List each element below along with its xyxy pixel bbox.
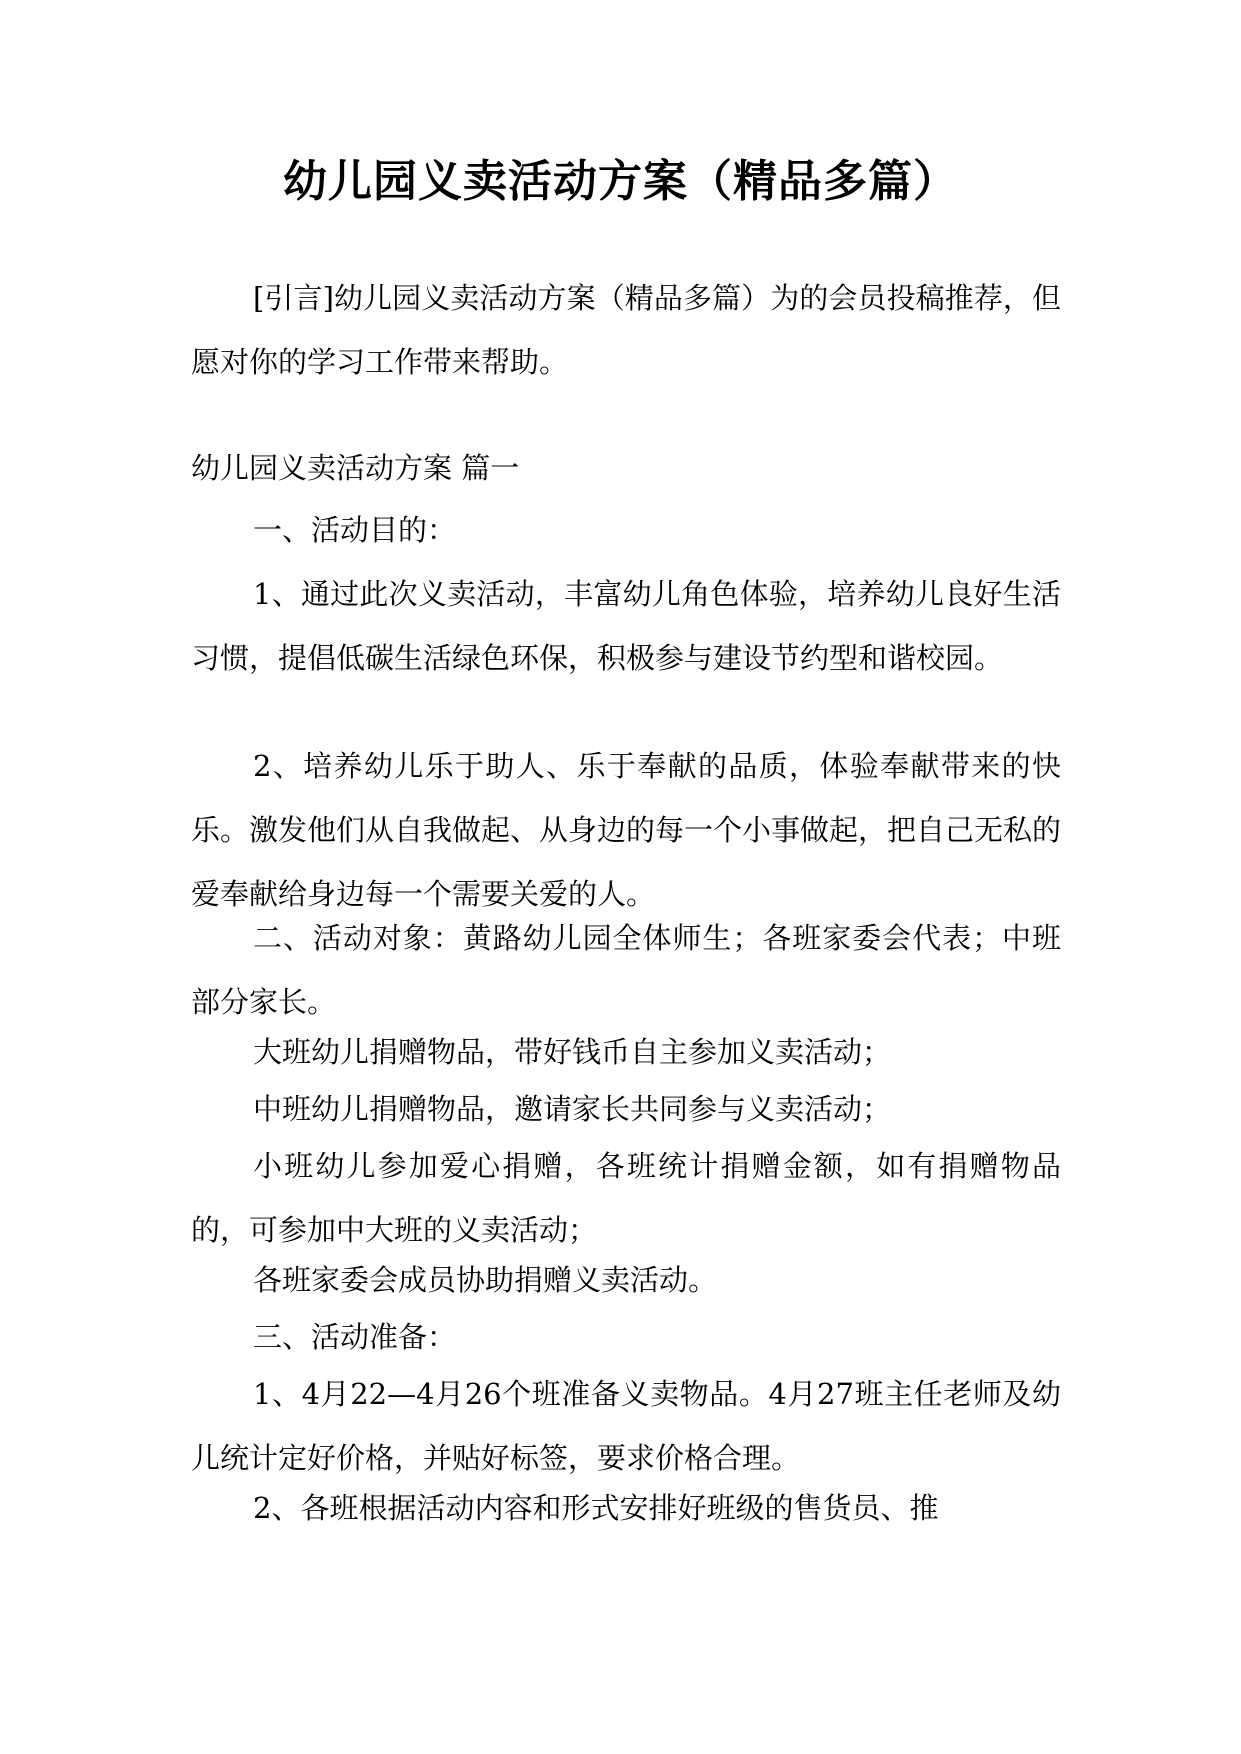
paragraph: 大班幼儿捐赠物品，带好钱币自主参加义卖活动；: [253, 1035, 892, 1069]
paragraph: 2、培养幼儿乐于助人、乐于奉献的品质，体验奉献带来的快乐。激发他们从自我做起、从身边的每一个小事做起，把自己无私的爱奉献给身边每一个需要关爱的人。: [191, 749, 1062, 911]
paragraph: 一、活动目的：: [253, 513, 457, 547]
paragraph: 二、活动对象：黄路幼儿园全体师生；各班家委会代表；中班部分家长。: [191, 921, 1061, 1019]
paragraph: 1、4月22—4月26个班准备义卖物品。4月27班主任老师及幼儿统计定好价格，并贴好标签，要求价格合理。: [191, 1377, 1061, 1475]
section-heading: 幼儿园义卖活动方案 篇一: [191, 451, 520, 485]
document-title: 幼儿园义卖活动方案（精品多篇）: [283, 156, 958, 207]
paragraph: 小班幼儿参加爱心捐赠，各班统计捐赠金额，如有捐赠物品的，可参加中大班的义卖活动；: [191, 1149, 1061, 1247]
paragraph: 2、各班根据活动内容和形式安排好班级的售货员、推: [253, 1491, 939, 1525]
paragraph: 1、通过此次义卖活动，丰富幼儿角色体验，培养幼儿良好生活习惯，提倡低碳生活绿色环保，积极参与建设节约型和谐校园。: [191, 577, 1061, 675]
paragraph: 中班幼儿捐赠物品，邀请家长共同参与义卖活动；: [253, 1092, 892, 1126]
paragraph: [引言]幼儿园义卖活动方案（精品多篇）为的会员投稿推荐，但愿对你的学习工作带来帮助。: [191, 281, 1061, 379]
paragraph: 各班家委会成员协助捐赠义卖活动。: [253, 1263, 718, 1297]
paragraph: 三、活动准备：: [253, 1320, 457, 1354]
